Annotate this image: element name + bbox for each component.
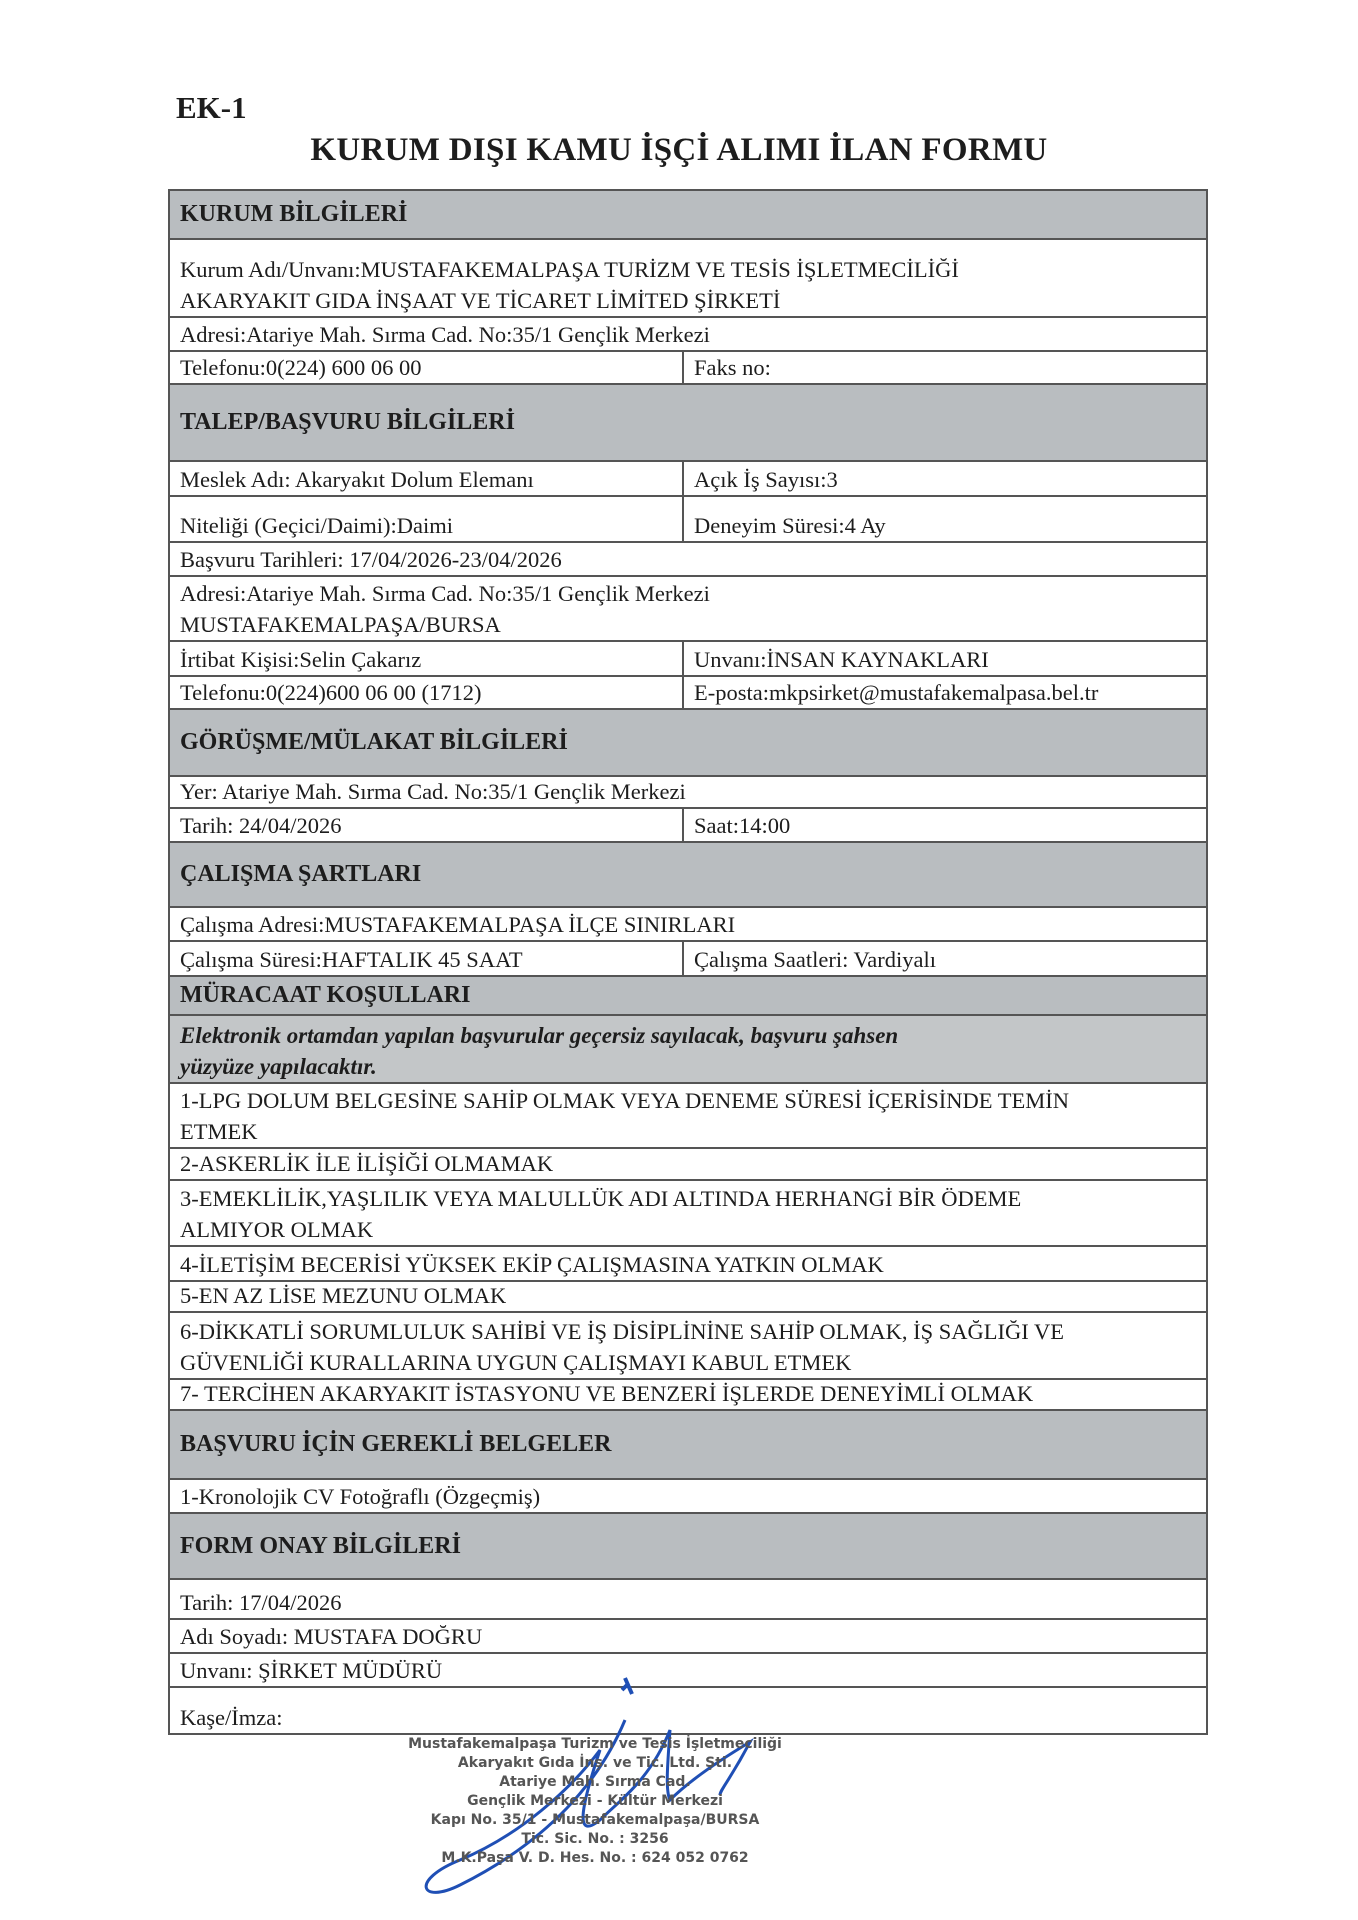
form-row bbox=[170, 497, 1206, 543]
section-header bbox=[170, 977, 1206, 1016]
stamp-line: Kapı No. 35/1 - Mustafakemalpaşa/BURSA bbox=[430, 1812, 760, 1828]
form-field: Tarih: 24/04/2026 bbox=[170, 809, 684, 841]
stamp-line: Atariye Mah. Sırma Cad. bbox=[499, 1774, 691, 1790]
form-field: Unvanı:İNSAN KAYNAKLARI bbox=[694, 647, 989, 672]
stamp-line: M.K.Paşa V. D. Hes. No. : 624 052 0762 bbox=[441, 1850, 749, 1866]
form-field: Faks no: bbox=[694, 355, 771, 380]
form-field: E-posta:mkpsirket@mustafakemalpasa.bel.tr bbox=[694, 680, 1099, 705]
form-row bbox=[170, 240, 1206, 318]
form-row bbox=[170, 642, 1206, 677]
section-title: KURUM BİLGİLERİ bbox=[180, 201, 408, 227]
form-field: Deneyim Süresi:4 Ay bbox=[694, 513, 886, 538]
stamp-line: Mustafakemalpaşa Turizm ve Tesis İşletmeciliği bbox=[408, 1736, 782, 1752]
form-row bbox=[170, 577, 1206, 642]
section-title: GÖRÜŞME/MÜLAKAT BİLGİLERİ bbox=[180, 729, 568, 755]
form-field: Meslek Adı: Akaryakıt Dolum Elemanı bbox=[170, 462, 684, 495]
form-row bbox=[170, 809, 1206, 843]
form-row bbox=[170, 908, 1206, 942]
form-field: 1-Kronolojik CV Fotoğraflı (Özgeçmiş) bbox=[180, 1484, 541, 1509]
form-field: Telefonu:0(224) 600 06 00 bbox=[170, 352, 684, 383]
notice-row bbox=[170, 1016, 1206, 1084]
form-field: İrtibat Kişisi:Selin Çakarız bbox=[170, 642, 684, 675]
form-row bbox=[170, 1247, 1206, 1282]
form-field: 3-EMEKLİLİK,YAŞLILIK VEYA MALULLÜK ADI ALTINDA HERHANGİ BİR ÖDEME ALMIYOR OLMAK bbox=[180, 1186, 1022, 1242]
form-field: Başvuru Tarihleri: 17/04/2026-23/04/2026 bbox=[180, 547, 562, 572]
form-field: Telefonu:0(224)600 06 00 (1712) bbox=[170, 677, 684, 708]
section-title: ÇALIŞMA ŞARTLARI bbox=[180, 861, 422, 887]
form-row bbox=[170, 1480, 1206, 1514]
page-title: KURUM DIŞI KAMU İŞÇİ ALIMI İLAN FORMU bbox=[310, 132, 1048, 168]
section-header bbox=[170, 1514, 1206, 1580]
form-row bbox=[170, 1282, 1206, 1313]
form-field: Kurum Adı/Unvanı:MUSTAFAKEMALPAŞA TURİZM VE TESİS İŞLETMECİLİĞİ AKARYAKIT GIDA İNŞAAT VE TİCARET LİMİTED ŞİRKETİ bbox=[180, 257, 959, 313]
section-title: TALEP/BAŞVURU BİLGİLERİ bbox=[180, 409, 515, 435]
form-field: Adresi:Atariye Mah. Sırma Cad. No:35/1 Gençlik Merkezi bbox=[180, 322, 710, 347]
stamp-line: Akaryakıt Gıda İnş. ve Tic. Ltd. Şti. bbox=[457, 1755, 733, 1771]
section-header bbox=[170, 385, 1206, 462]
form-row bbox=[170, 1313, 1206, 1380]
form-row bbox=[170, 1580, 1206, 1620]
form-field: Çalışma Süresi:HAFTALIK 45 SAAT bbox=[170, 942, 684, 975]
form-row bbox=[170, 1620, 1206, 1654]
section-header bbox=[170, 191, 1206, 240]
form-field: 6-DİKKATLİ SORUMLULUK SAHİBİ VE İŞ DİSİPLİNİNE SAHİP OLMAK, İŞ SAĞLIĞI VE GÜVENLİĞİ KURALLARINA UYGUN ÇALIŞMAYI KABUL ETMEK bbox=[180, 1319, 1064, 1375]
form-field: Çalışma Adresi:MUSTAFAKEMALPAŞA İLÇE SINIRLARI bbox=[180, 912, 736, 937]
form-field: Çalışma Saatleri: Vardiyalı bbox=[694, 947, 937, 972]
stamp-line: Tic. Sic. No. : 3256 bbox=[521, 1831, 669, 1847]
form-row bbox=[170, 677, 1206, 710]
form-row bbox=[170, 462, 1206, 497]
company-stamp bbox=[395, 1735, 795, 1868]
section-header bbox=[170, 843, 1206, 908]
form-field: Unvanı: ŞİRKET MÜDÜRÜ bbox=[180, 1658, 443, 1683]
form-row bbox=[170, 352, 1206, 385]
form-row bbox=[170, 1380, 1206, 1411]
form-field: Kaşe/İmza: bbox=[180, 1705, 283, 1730]
form-field: 1-LPG DOLUM BELGESİNE SAHİP OLMAK VEYA DENEME SÜRESİ İÇERİSİNDE TEMİN ETMEK bbox=[180, 1088, 1069, 1144]
notice-text: Elektronik ortamdan yapılan başvurular geçersiz sayılacak, başvuru şahsen yüzyüze yapılacaktır. bbox=[180, 1023, 899, 1079]
form-row bbox=[170, 318, 1206, 352]
section-title: FORM ONAY BİLGİLERİ bbox=[180, 1532, 461, 1559]
stamp-line: Gençlik Merkezi - Kültür Merkezi bbox=[467, 1793, 723, 1809]
form-field: 7- TERCİHEN AKARYAKIT İSTASYONU VE BENZERİ İŞLERDE DENEYİMLİ OLMAK bbox=[180, 1381, 1034, 1406]
form-field: Yer: Atariye Mah. Sırma Cad. No:35/1 Gençlik Merkezi bbox=[180, 779, 686, 804]
form-row bbox=[170, 777, 1206, 809]
form-field: 4-İLETİŞİM BECERİSİ YÜKSEK EKİP ÇALIŞMASINA YATKIN OLMAK bbox=[180, 1252, 884, 1277]
form-table bbox=[168, 189, 1208, 1735]
form-field: Adresi:Atariye Mah. Sırma Cad. No:35/1 Gençlik Merkezi MUSTAFAKEMALPAŞA/BURSA bbox=[180, 581, 710, 637]
form-row bbox=[170, 1149, 1206, 1181]
form-row bbox=[170, 942, 1206, 977]
annex-label: EK-1 bbox=[176, 90, 247, 125]
form-row bbox=[170, 1084, 1206, 1149]
form-field: 2-ASKERLİK İLE İLİŞİĞİ OLMAMAK bbox=[180, 1151, 554, 1176]
form-field: Adı Soyadı: MUSTAFA DOĞRU bbox=[180, 1624, 483, 1649]
form-row bbox=[170, 1181, 1206, 1247]
section-header bbox=[170, 1411, 1206, 1480]
section-title: BAŞVURU İÇİN GEREKLİ BELGELER bbox=[180, 1431, 612, 1457]
form-field: Açık İş Sayısı:3 bbox=[694, 467, 838, 492]
form-field: 5-EN AZ LİSE MEZUNU OLMAK bbox=[180, 1283, 507, 1308]
section-header bbox=[170, 710, 1206, 777]
form-field: Tarih: 17/04/2026 bbox=[180, 1590, 342, 1615]
section-title: MÜRACAAT KOŞULLARI bbox=[180, 982, 471, 1008]
form-field: Niteliği (Geçici/Daimi):Daimi bbox=[170, 497, 684, 541]
form-field: Saat:14:00 bbox=[694, 813, 791, 838]
form-row bbox=[170, 543, 1206, 577]
